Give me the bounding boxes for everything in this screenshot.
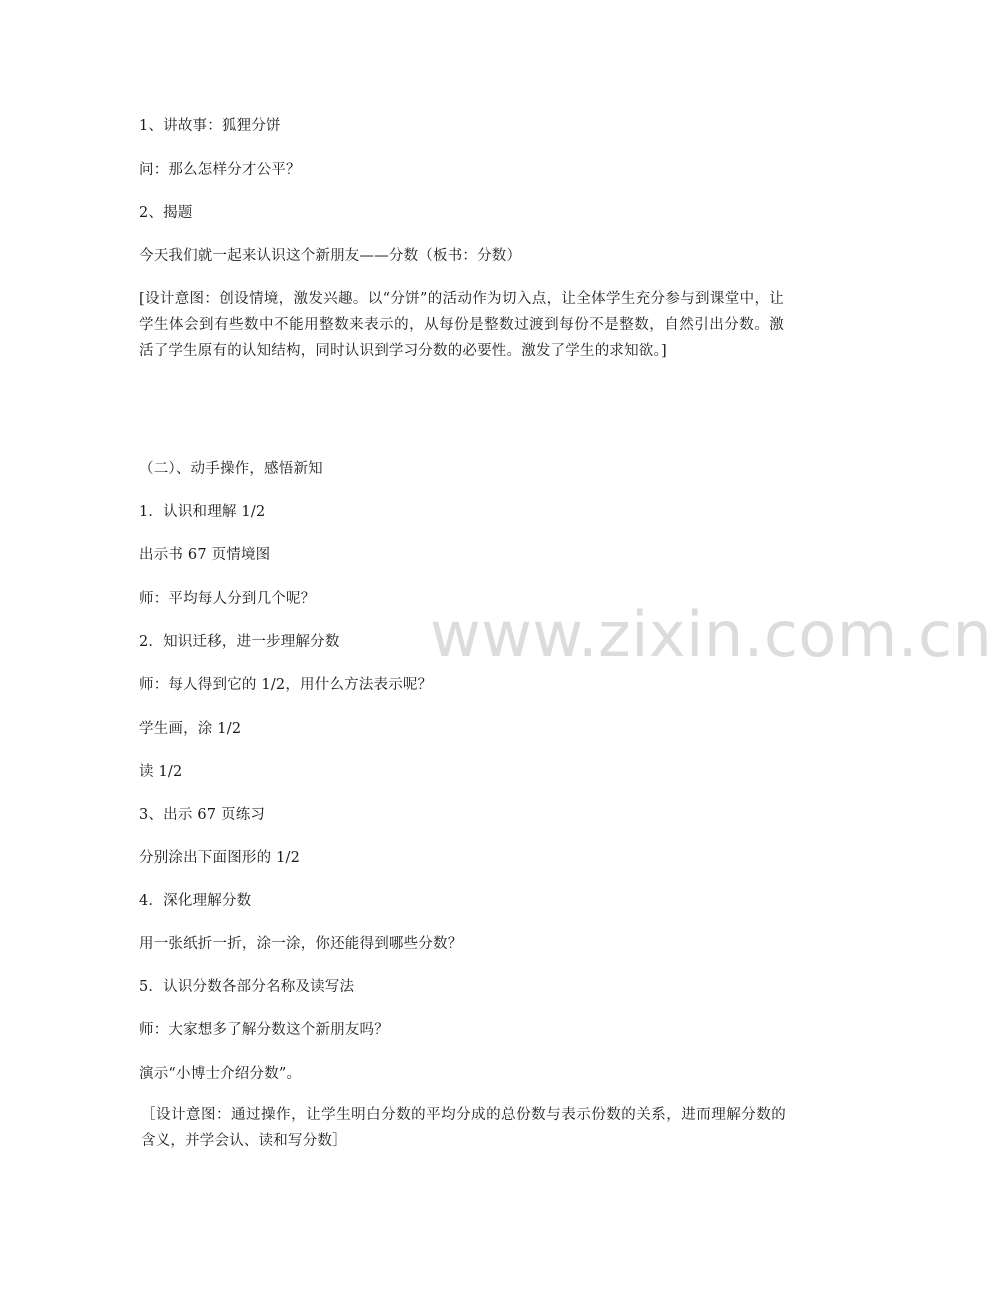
text-line-story: 1、讲故事：狐狸分饼 — [139, 118, 281, 134]
text-line-demo: 演示“小博士介绍分数”。 — [139, 1066, 302, 1082]
text-line-question-fair: 问：那么怎样分才公平？ — [139, 162, 301, 178]
text-line-fold-paper: 用一张纸折一折，涂一涂，你还能得到哪些分数？ — [139, 936, 463, 952]
text-line-show-scene: 出示书 67 页情境图 — [139, 547, 271, 563]
watermark: www.zixin.com.cn — [430, 598, 992, 671]
text-line-teacher-ask-2: 师：每人得到它的 1/2，用什么方法表示呢？ — [139, 677, 433, 693]
text-line-reveal-topic: 2、揭题 — [139, 205, 193, 221]
text-line-understand-half: 1．认识和理解 1/2 — [139, 504, 266, 520]
text-line-show-exercise: 3、出示 67 页练习 — [139, 807, 266, 823]
text-line-color-shapes: 分别涂出下面图形的 1/2 — [139, 850, 301, 866]
design-intent-paragraph-1: [设计意图：创设情境，激发兴趣。以“分饼”的活动作为切入点，让全体学生充分参与到课堂中，让学生体会到有些数中不能用整数来表示的，从每份是整数过渡到每份不是整数，自然引出分数。激活了学生原有的认知结构，同时认识到学习分数的必要性。激发了学生的求知欲。] — [139, 291, 784, 359]
text-line-intro-fractions: 今天我们就一起来认识这个新朋友——分数（板书：分数） — [139, 248, 522, 264]
design-intent-paragraph-2: ［设计意图：通过操作，让学生明白分数的平均分成的总份数与表示份数的关系，进而理解分数的含义，并学会认、读和写分数］ — [141, 1107, 786, 1149]
text-line-fraction-parts: 5．认识分数各部分名称及读写法 — [139, 979, 355, 995]
text-line-deepen: 4．深化理解分数 — [139, 893, 252, 909]
text-line-teacher-ask-3: 师：大家想多了解分数这个新朋友吗？ — [139, 1022, 389, 1038]
text-line-students-draw: 学生画，涂 1/2 — [139, 721, 242, 737]
text-line-read-half: 读 1/2 — [139, 764, 183, 780]
text-line-teacher-ask-1: 师：平均每人分到几个呢？ — [139, 591, 316, 607]
section-heading-hands-on: （二）、动手操作，感悟新知 — [139, 461, 323, 477]
text-line-knowledge-transfer: 2．知识迁移，进一步理解分数 — [139, 634, 340, 650]
